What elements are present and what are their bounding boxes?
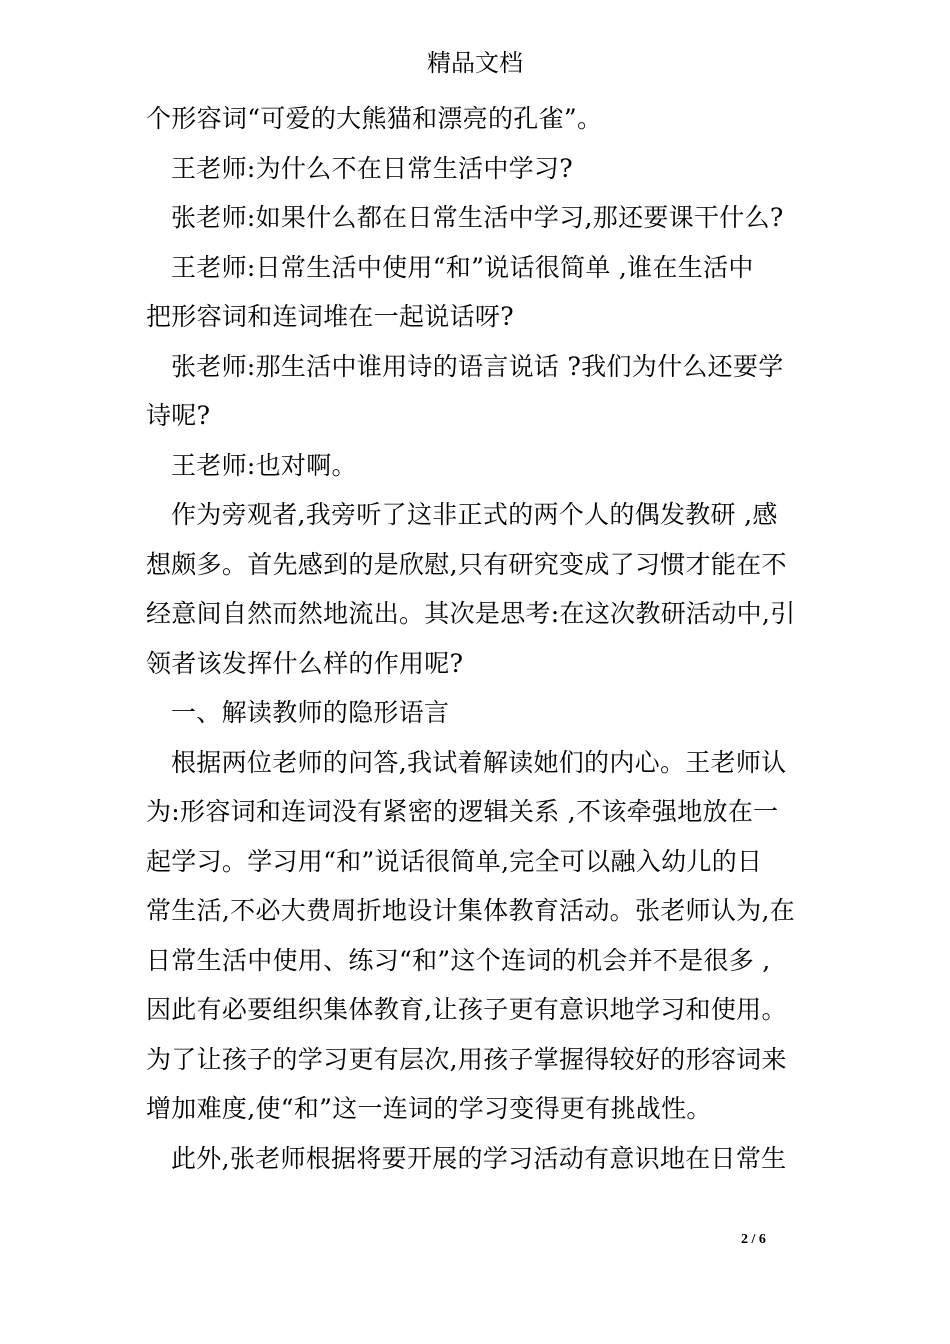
text-line: 为了让孩子的学习更有层次,用孩子掌握得较好的形容词来 (146, 1044, 787, 1074)
text-line: 王老师:为什么不在日常生活中学习? (171, 153, 573, 183)
text-line: 领者该发挥什么样的作用呢? (146, 648, 464, 678)
text-line: 经意间自然而然地流出。其次是思考:在这次教研活动中,引 (146, 599, 796, 628)
page-header-title: 精品文档 (427, 49, 523, 77)
text-line: 诗呢? (146, 401, 211, 430)
text-line: 根据两位老师的问答,我试着解读她们的内心。王老师认 (171, 747, 787, 777)
text-line: 因此有必要组织集体教育,让孩子更有意识地学习和使用。 (146, 995, 787, 1024)
text-line: 增加难度,使“和”这一连词的学习变得更有挑战性。 (146, 1094, 712, 1123)
text-line: 常生活,不必大费周折地设计集体教育活动。张老师认为,在 (146, 896, 795, 925)
text-line: 此外,张老师根据将要开展的学习活动有意识地在日常生 (171, 1143, 787, 1173)
text-line: 为:形容词和连词没有紧密的逻辑关系 ,不该牵强地放在一 (146, 797, 779, 826)
text-line: 张老师:那生活中谁用诗的语言说话 ?我们为什么还要学 (171, 351, 784, 381)
text-line: 起学习。学习用“和”说话很简单,完全可以融入幼儿的日 (146, 846, 763, 876)
text-line: 张老师:如果什么都在日常生活中学习,那还要课干什么? (171, 203, 784, 232)
page-number: 2 / 6 (741, 1232, 766, 1247)
text-line: 把形容词和连词堆在一起说话呀? (146, 302, 514, 331)
text-line: 日常生活中使用、练习“和”这个连词的机会并不是很多 , (146, 945, 771, 975)
document-body (146, 98, 808, 1187)
text-line: 想颇多。首先感到的是欣慰,只有研究变成了习惯才能在不 (146, 549, 787, 579)
text-line: 作为旁观者,我旁听了这非正式的两个人的偶发教研 ,感 (171, 500, 778, 529)
section-heading: 一、解读教师的隐形语言 (171, 698, 450, 727)
text-line: 王老师:也对啊。 (171, 450, 357, 480)
text-line: 个形容词“可爱的大熊猫和漂亮的孔雀”。 (146, 104, 603, 133)
text-line: 王老师:日常生活中使用“和”说话很简单 ,谁在生活中 (171, 252, 754, 282)
